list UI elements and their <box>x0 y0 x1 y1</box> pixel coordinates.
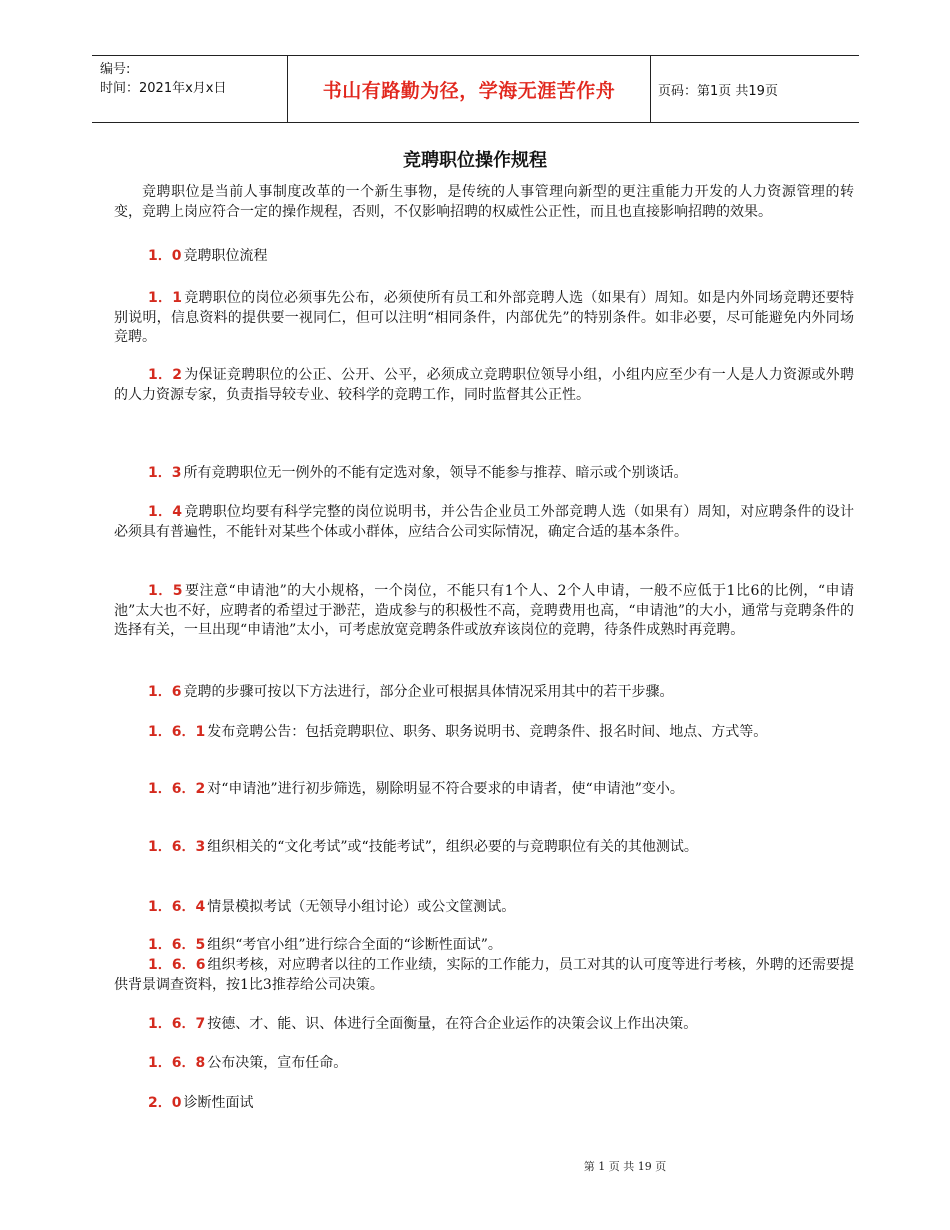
section-1-4 <box>114 503 854 542</box>
section-number: 1．3 <box>148 465 182 481</box>
section-1-6-6 <box>114 956 854 995</box>
document-time-label: 时间：2021年x月x日 <box>100 81 227 96</box>
section-text: 竞聘职位均要有科学完整的岗位说明书，并公告企业员工外部竞聘人选（如果有）周知，对应聘条件的设计必须具有普遍性，不能针对某些个体或小群体，应结合公司实际情况，确定合适的基本条件。 <box>114 504 855 540</box>
header-page-label: 页码：第1页 共19页 <box>658 83 778 99</box>
section-number: 2．0 <box>148 1095 182 1111</box>
section-text: 组织“考官小组”进行综合全面的“诊断性面试”。 <box>207 937 502 953</box>
section-2-0 <box>114 1094 854 1114</box>
section-text: 所有竞聘职位无一例外的不能有定选对象，领导不能参与推荐、暗示或个别谈话。 <box>183 465 688 481</box>
section-1-2 <box>114 366 854 405</box>
section-number: 1．6 <box>148 684 182 700</box>
page-header <box>92 55 859 123</box>
section-1-6-7 <box>114 1015 854 1035</box>
document-number-label: 编号: <box>100 62 131 77</box>
section-1-3 <box>114 464 854 484</box>
section-1-6-4 <box>114 898 854 918</box>
section-text: 竞聘的步骤可按以下方法进行，部分企业可根据具体情况采用其中的若干步骤。 <box>183 684 674 700</box>
section-text: 要注意“申请池”的大小规格，一个岗位，不能只有1个人、2个人申请，一般不应低于1比6的比例，“申请池”太大也不好，应聘者的希望过于渺茫，造成参与的积极性不高，竞聘费用也高，“申请池”的大小，通常与竞聘条件的选择有关，一旦出现“申请池”太小，可考虑放宽竞聘条件或放弃该岗位的竞聘，待条件成熟时再竞聘。 <box>114 583 854 638</box>
section-1-6-3 <box>114 838 854 858</box>
header-meta <box>100 60 290 98</box>
intro-paragraph: 竞聘职位是当前人事制度改革的一个新生事物，是传统的人事管理向新型的更注重能力开发的人力资源管理的转变，竞聘上岗应符合一定的操作规程，否则，不仅影响招聘的权威性公正性，而且也直接影响招聘的效果。 <box>114 184 854 220</box>
section-1-6-5 <box>114 936 854 956</box>
section-number: 1．6．2 <box>148 781 206 797</box>
section-text: 按德、才、能、识、体进行全面衡量，在符合企业运作的决策会议上作出决策。 <box>207 1016 698 1032</box>
section-text: 竞聘职位的岗位必须事先公布，必须使所有员工和外部竞聘人选（如果有）周知。如是内外同场竞聘还要特别说明，信息资料的提供要一视同仁，但可以注明“相同条件，内部优先”的特别条件。如非必要，尽可能避免内外同场竞聘。 <box>114 290 855 345</box>
section-1-6-1 <box>114 723 854 743</box>
document-title: 竞聘职位操作规程 <box>403 150 547 171</box>
section-number: 1．6．5 <box>148 937 206 953</box>
section-1-5 <box>114 582 854 641</box>
section-text: 对“申请池”进行初步筛选，剔除明显不符合要求的申请者，使“申请池”变小。 <box>207 781 684 797</box>
section-1-6 <box>114 683 854 703</box>
section-text: 组织相关的“文化考试”或“技能考试”，组织必要的与竞聘职位有关的其他测试。 <box>207 839 698 855</box>
section-number: 1．5 <box>148 583 183 599</box>
section-text: 竞聘职位流程 <box>183 248 268 264</box>
section-text: 公布决策，宣布任命。 <box>207 1055 348 1071</box>
section-number: 1．6．7 <box>148 1016 206 1032</box>
section-number: 1．6．3 <box>148 839 206 855</box>
section-1-0 <box>148 247 848 267</box>
section-number: 1．6．4 <box>148 899 206 915</box>
section-text: 发布竞聘公告：包括竞聘职位、职务、职务说明书、竞聘条件、报名时间、地点、方式等。 <box>207 724 768 740</box>
section-1-1 <box>114 289 854 348</box>
section-number: 1．6．8 <box>148 1055 206 1071</box>
section-number: 1．6．1 <box>148 724 206 740</box>
section-text: 诊断性面试 <box>183 1095 254 1111</box>
page-footer: 第 1 页 共 19 页 <box>583 1160 667 1173</box>
section-number: 1．6．6 <box>148 957 206 973</box>
section-1-6-8 <box>114 1054 854 1074</box>
section-number: 1．2 <box>148 367 182 383</box>
header-motto-cell <box>287 56 651 122</box>
section-1-6-2 <box>114 780 854 800</box>
section-text: 情景模拟考试（无领导小组讨论）或公文筐测试。 <box>207 899 516 915</box>
header-motto: 书山有路勤为径，学海无涯苦作舟 <box>322 79 616 102</box>
section-number: 1．0 <box>148 248 182 264</box>
section-text: 为保证竞聘职位的公正、公开、公平，必须成立竞聘职位领导小组，小组内应至少有一人是人力资源或外聘的人力资源专家，负责指导较专业、较科学的竞聘工作，同时监督其公正性。 <box>114 367 855 403</box>
section-number: 1．4 <box>148 504 182 520</box>
section-text: 组织考核，对应聘者以往的工作业绩，实际的工作能力，员工对其的认可度等进行考核，外聘的还需要提供背景调查资料，按1比3推荐给公司决策。 <box>114 957 854 993</box>
section-number: 1．1 <box>148 290 182 306</box>
